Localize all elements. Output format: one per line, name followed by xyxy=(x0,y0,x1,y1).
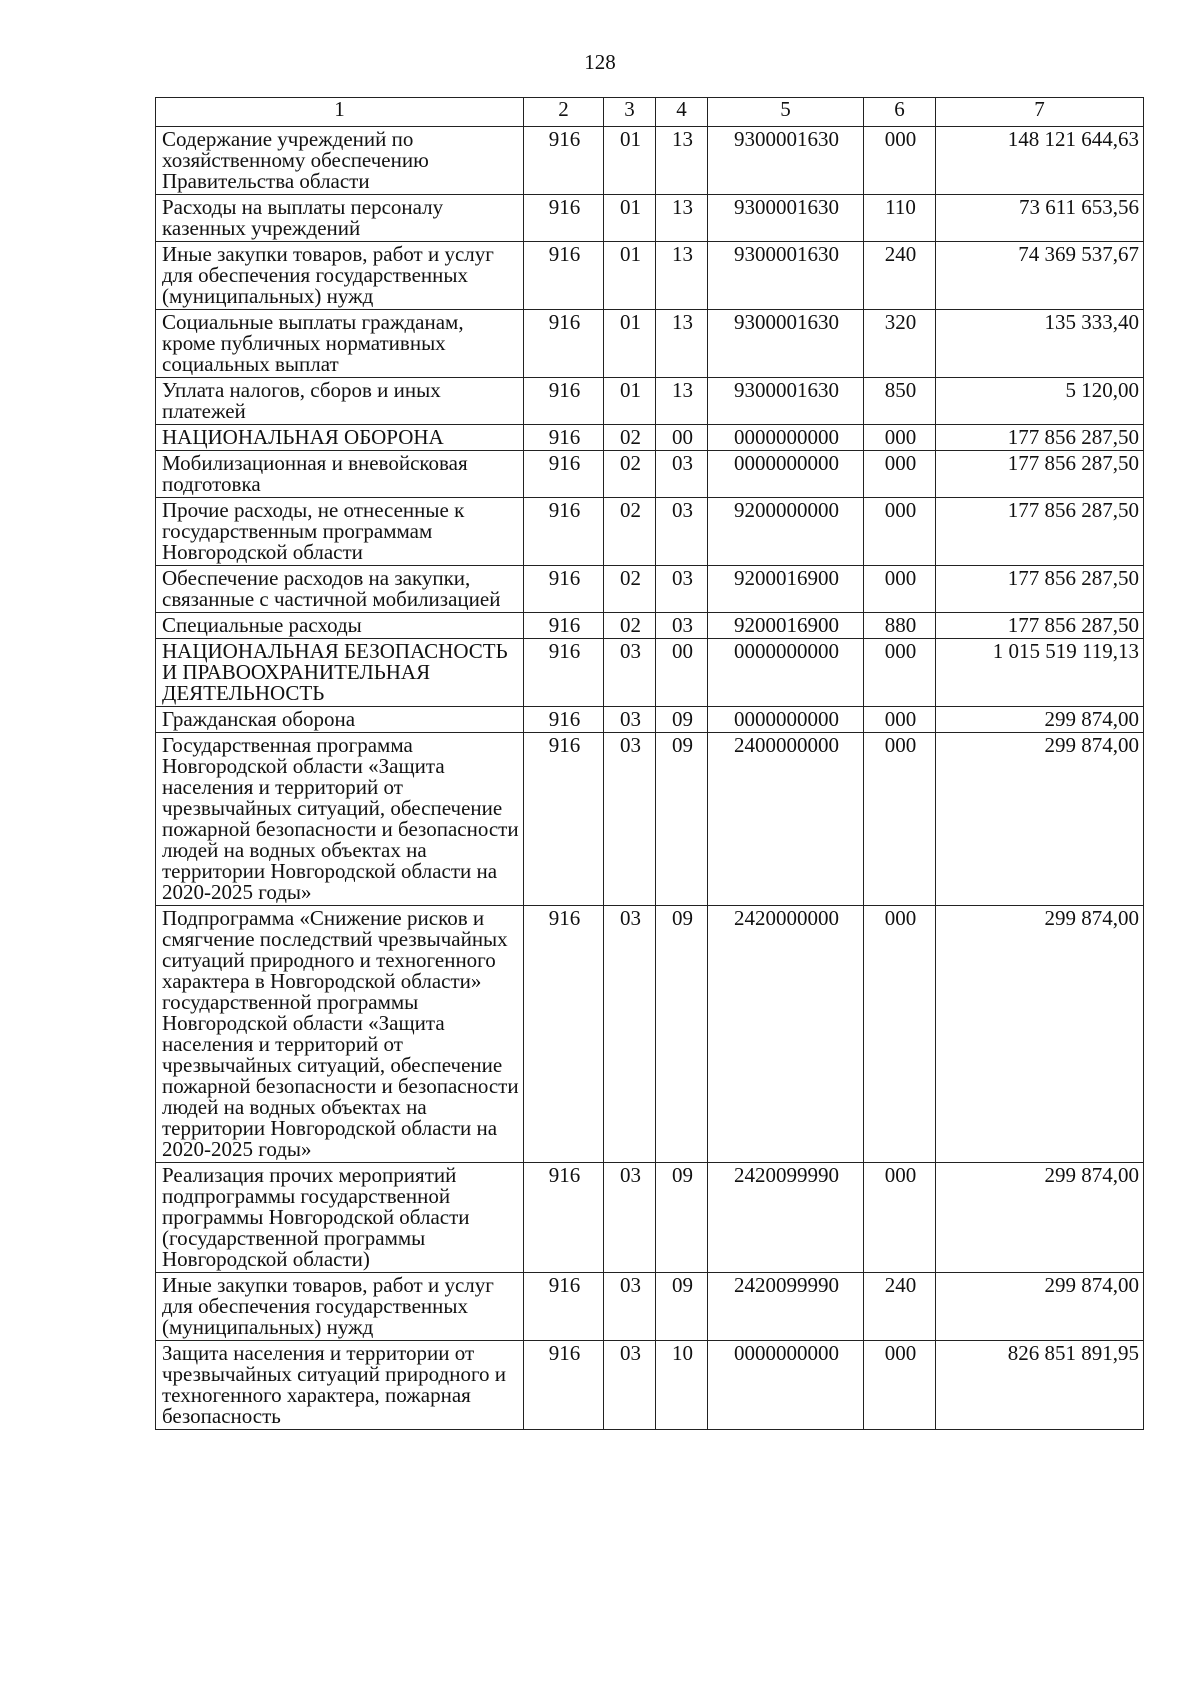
row-ministry-code: 916 xyxy=(524,707,604,733)
row-name: НАЦИОНАЛЬНАЯ БЕЗОПАСНОСТЬ И ПРАВООХРАНИТЕЛЬНАЯ ДЕЯТЕЛЬНОСТЬ xyxy=(156,639,524,707)
row-name: Иные закупки товаров, работ и услуг для обеспечения государственных (муниципальных) нужд xyxy=(156,1273,524,1341)
row-expense-type: 000 xyxy=(864,425,936,451)
row-subsection-code: 09 xyxy=(656,1273,708,1341)
table-row xyxy=(156,1163,1144,1273)
row-ministry-code: 916 xyxy=(524,566,604,613)
row-section-code: 01 xyxy=(604,378,656,425)
row-expense-type: 000 xyxy=(864,639,936,707)
row-name: Уплата налогов, сборов и иных платежей xyxy=(156,378,524,425)
row-section-code: 02 xyxy=(604,425,656,451)
row-name: Реализация прочих мероприятий подпрограммы государственной программы Новгородской области (государственной программы Новгородской области) xyxy=(156,1163,524,1273)
row-target-article: 2420099990 xyxy=(708,1273,864,1341)
row-expense-type: 320 xyxy=(864,310,936,378)
header-row xyxy=(156,98,1144,127)
table-row xyxy=(156,127,1144,195)
row-name: Расходы на выплаты персоналу казенных учреждений xyxy=(156,195,524,242)
row-ministry-code: 916 xyxy=(524,906,604,1163)
row-amount: 299 874,00 xyxy=(936,906,1144,1163)
row-expense-type: 000 xyxy=(864,733,936,906)
row-amount: 177 856 287,50 xyxy=(936,613,1144,639)
row-expense-type: 000 xyxy=(864,566,936,613)
row-target-article: 0000000000 xyxy=(708,425,864,451)
row-expense-type: 000 xyxy=(864,498,936,566)
row-subsection-code: 09 xyxy=(656,733,708,906)
row-ministry-code: 916 xyxy=(524,1163,604,1273)
row-target-article: 0000000000 xyxy=(708,707,864,733)
row-section-code: 03 xyxy=(604,1341,656,1430)
row-subsection-code: 13 xyxy=(656,127,708,195)
row-section-code: 02 xyxy=(604,498,656,566)
row-expense-type: 850 xyxy=(864,378,936,425)
row-target-article: 9300001630 xyxy=(708,242,864,310)
row-amount: 299 874,00 xyxy=(936,1273,1144,1341)
row-ministry-code: 916 xyxy=(524,195,604,242)
row-section-code: 01 xyxy=(604,310,656,378)
row-expense-type: 000 xyxy=(864,707,936,733)
row-expense-type: 000 xyxy=(864,127,936,195)
row-amount: 5 120,00 xyxy=(936,378,1144,425)
row-section-code: 03 xyxy=(604,639,656,707)
row-section-code: 03 xyxy=(604,906,656,1163)
row-name: Социальные выплаты гражданам, кроме публичных нормативных социальных выплат xyxy=(156,310,524,378)
row-amount: 299 874,00 xyxy=(936,1163,1144,1273)
row-subsection-code: 13 xyxy=(656,195,708,242)
row-ministry-code: 916 xyxy=(524,242,604,310)
row-subsection-code: 00 xyxy=(656,639,708,707)
row-ministry-code: 916 xyxy=(524,127,604,195)
column-header-5: 5 xyxy=(708,98,864,127)
row-name: Обеспечение расходов на закупки, связанные с частичной мобилизацией xyxy=(156,566,524,613)
row-target-article: 9200016900 xyxy=(708,566,864,613)
table-row xyxy=(156,613,1144,639)
row-ministry-code: 916 xyxy=(524,1273,604,1341)
row-expense-type: 110 xyxy=(864,195,936,242)
row-section-code: 01 xyxy=(604,195,656,242)
row-target-article: 0000000000 xyxy=(708,639,864,707)
row-expense-type: 240 xyxy=(864,1273,936,1341)
row-name: Мобилизационная и вневойсковая подготовка xyxy=(156,451,524,498)
row-ministry-code: 916 xyxy=(524,733,604,906)
table-row xyxy=(156,1341,1144,1430)
table-row xyxy=(156,242,1144,310)
row-section-code: 01 xyxy=(604,127,656,195)
row-target-article: 0000000000 xyxy=(708,1341,864,1430)
row-ministry-code: 916 xyxy=(524,378,604,425)
row-target-article: 2400000000 xyxy=(708,733,864,906)
row-target-article: 9300001630 xyxy=(708,310,864,378)
row-subsection-code: 13 xyxy=(656,378,708,425)
row-subsection-code: 03 xyxy=(656,613,708,639)
row-section-code: 03 xyxy=(604,707,656,733)
row-target-article: 9300001630 xyxy=(708,195,864,242)
row-expense-type: 000 xyxy=(864,1341,936,1430)
row-subsection-code: 03 xyxy=(656,498,708,566)
row-expense-type: 000 xyxy=(864,451,936,498)
row-section-code: 02 xyxy=(604,566,656,613)
row-subsection-code: 09 xyxy=(656,1163,708,1273)
column-header-3: 3 xyxy=(604,98,656,127)
row-subsection-code: 03 xyxy=(656,566,708,613)
row-name: Защита населения и территории от чрезвычайных ситуаций природного и техногенного характера, пожарная безопасность xyxy=(156,1341,524,1430)
row-target-article: 9300001630 xyxy=(708,378,864,425)
table-row xyxy=(156,906,1144,1163)
column-header-7: 7 xyxy=(936,98,1144,127)
table-row xyxy=(156,733,1144,906)
column-header-2: 2 xyxy=(524,98,604,127)
row-amount: 826 851 891,95 xyxy=(936,1341,1144,1430)
row-subsection-code: 03 xyxy=(656,451,708,498)
table-row xyxy=(156,639,1144,707)
row-target-article: 2420099990 xyxy=(708,1163,864,1273)
row-target-article: 9300001630 xyxy=(708,127,864,195)
column-header-6: 6 xyxy=(864,98,936,127)
row-amount: 177 856 287,50 xyxy=(936,498,1144,566)
row-amount: 148 121 644,63 xyxy=(936,127,1144,195)
row-target-article: 2420000000 xyxy=(708,906,864,1163)
row-amount: 177 856 287,50 xyxy=(936,566,1144,613)
row-amount: 135 333,40 xyxy=(936,310,1144,378)
row-name: Государственная программа Новгородской области «Защита населения и территорий от чрезвычайных ситуаций, обеспечение пожарной безопасности и безопасности людей на водных объектах на территории Новгородской области на 2020-2025 годы» xyxy=(156,733,524,906)
row-subsection-code: 13 xyxy=(656,310,708,378)
row-section-code: 02 xyxy=(604,451,656,498)
row-amount: 299 874,00 xyxy=(936,707,1144,733)
table-row xyxy=(156,566,1144,613)
row-section-code: 03 xyxy=(604,1163,656,1273)
row-expense-type: 000 xyxy=(864,906,936,1163)
row-section-code: 03 xyxy=(604,1273,656,1341)
row-ministry-code: 916 xyxy=(524,613,604,639)
row-ministry-code: 916 xyxy=(524,1341,604,1430)
table-row xyxy=(156,498,1144,566)
row-expense-type: 240 xyxy=(864,242,936,310)
row-amount: 1 015 519 119,13 xyxy=(936,639,1144,707)
row-ministry-code: 916 xyxy=(524,639,604,707)
row-section-code: 02 xyxy=(604,613,656,639)
row-amount: 73 611 653,56 xyxy=(936,195,1144,242)
table-row xyxy=(156,707,1144,733)
row-name: Содержание учреждений по хозяйственному обеспечению Правительства области xyxy=(156,127,524,195)
row-amount: 299 874,00 xyxy=(936,733,1144,906)
table-row xyxy=(156,378,1144,425)
row-name: НАЦИОНАЛЬНАЯ ОБОРОНА xyxy=(156,425,524,451)
row-subsection-code: 09 xyxy=(656,707,708,733)
column-header-1: 1 xyxy=(156,98,524,127)
row-target-article: 0000000000 xyxy=(708,451,864,498)
row-ministry-code: 916 xyxy=(524,310,604,378)
column-header-4: 4 xyxy=(656,98,708,127)
page-number: 128 xyxy=(584,50,616,74)
row-subsection-code: 00 xyxy=(656,425,708,451)
row-expense-type: 000 xyxy=(864,1163,936,1273)
row-ministry-code: 916 xyxy=(524,425,604,451)
row-name: Специальные расходы xyxy=(156,613,524,639)
row-name: Прочие расходы, не отнесенные к государственным программам Новгородской области xyxy=(156,498,524,566)
row-target-article: 9200000000 xyxy=(708,498,864,566)
row-target-article: 9200016900 xyxy=(708,613,864,639)
row-subsection-code: 09 xyxy=(656,906,708,1163)
row-name: Гражданская оборона xyxy=(156,707,524,733)
row-amount: 177 856 287,50 xyxy=(936,451,1144,498)
row-ministry-code: 916 xyxy=(524,498,604,566)
table-row xyxy=(156,1273,1144,1341)
row-name: Подпрограмма «Снижение рисков и смягчение последствий чрезвычайных ситуаций природного и техногенного характера в Новгородской области» государственной программы Новгородской области «Защита населения и территорий от чрезвычайных ситуаций, обеспечение пожарной безопасности и безопасности людей на водных объектах на территории Новгородской области на 2020-2025 годы» xyxy=(156,906,524,1163)
row-amount: 74 369 537,67 xyxy=(936,242,1144,310)
row-section-code: 03 xyxy=(604,733,656,906)
row-subsection-code: 13 xyxy=(656,242,708,310)
row-ministry-code: 916 xyxy=(524,451,604,498)
row-expense-type: 880 xyxy=(864,613,936,639)
row-amount: 177 856 287,50 xyxy=(936,425,1144,451)
table-row xyxy=(156,195,1144,242)
table-row xyxy=(156,451,1144,498)
row-section-code: 01 xyxy=(604,242,656,310)
table-row xyxy=(156,425,1144,451)
budget-table xyxy=(155,97,1144,1430)
table-row xyxy=(156,310,1144,378)
row-subsection-code: 10 xyxy=(656,1341,708,1430)
row-name: Иные закупки товаров, работ и услуг для обеспечения государственных (муниципальных) нужд xyxy=(156,242,524,310)
